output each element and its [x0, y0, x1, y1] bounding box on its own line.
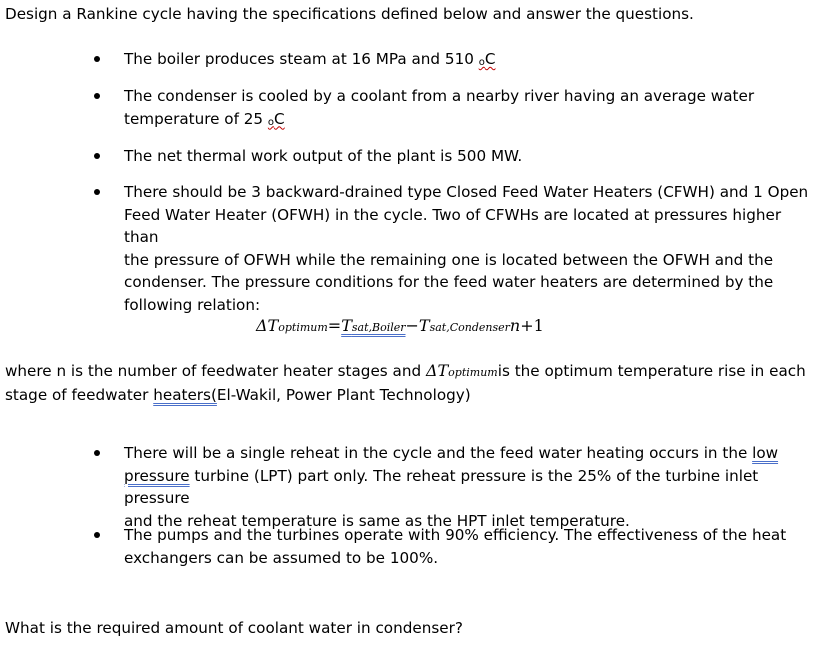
reheat-line-2: pressure turbine (LPT) part only. The reheat pressure is the 25% of the turbine inlet pressure [124, 466, 759, 508]
bullet-dot-4 [94, 189, 100, 195]
bullet-feedwater-heaters [124, 181, 820, 317]
bullet-condenser-line-2: temperature of 25 oC [124, 109, 285, 128]
low-pressure-link-1: low [752, 444, 779, 462]
bullet-condenser-line-1: The condenser is cooled by a coolant from a nearby river having an average water [124, 87, 755, 105]
fwh-line-3: the pressure of OFWH while the remaining one is located between the OFWH and the [124, 250, 774, 269]
fwh-line-4: condenser. The pressure conditions for the feed water heaters are determined by the [124, 273, 774, 292]
heaters-link: heaters( [153, 386, 217, 404]
question-text: What is the required amount of coolant water in condenser? [5, 619, 463, 637]
where-paragraph [5, 359, 820, 407]
fwh-line-5: following relation: [124, 295, 261, 314]
bullet-efficiency [124, 524, 820, 569]
formula-boiler-term: Tsat,Boiler [341, 316, 406, 335]
efficiency-line-1: The pumps and the turbines operate with 90% efficiency. The effectiveness of the heat [124, 526, 787, 544]
where-line-2: stage of feedwater heaters(El-Wakil, Power Plant Technology) [5, 386, 471, 404]
optimum-temperature-formula: ΔToptimum=Tsat,Boiler−Tsat,Condensern+1 [256, 316, 544, 335]
condenser-temp-unit: oC [267, 109, 285, 128]
bullet-dot-3 [94, 153, 100, 159]
bullet-dot-2 [94, 93, 100, 99]
bullet-boiler-text: The boiler produces steam at 16 MPa and 510 [124, 50, 479, 68]
intro-text: Design a Rankine cycle having the specifications defined below and answer the questions. [5, 5, 694, 23]
bullet-reheat [124, 442, 820, 532]
reheat-line-1: There will be a single reheat in the cycle and the feed water heating occurs in the low [124, 444, 779, 462]
bullet-dot-1 [94, 56, 100, 62]
where-line-1: where n is the number of feedwater heater stages and ΔToptimumis the optimum temperature rise in each [5, 361, 806, 380]
bullet-dot-6 [94, 532, 100, 538]
bullet-work-output: The net thermal work output of the plant is 500 MW. [124, 147, 523, 165]
reheat-line-3: and the reheat temperature is same as the HPT inlet temperature. [124, 511, 630, 530]
efficiency-line-2: exchangers can be assumed to be 100%. [124, 548, 439, 567]
bullet-condenser [124, 85, 820, 134]
bullet-boiler [124, 48, 820, 75]
bullet-dot-5 [94, 450, 100, 456]
fwh-line-1: There should be 3 backward-drained type Closed Feed Water Heaters (CFWH) and 1 Open [124, 183, 809, 201]
boiler-temp-unit: oC [478, 50, 496, 68]
low-pressure-link-2: pressure [124, 466, 190, 485]
fwh-line-2: Feed Water Heater (OFWH) in the cycle. Two of CFWHs are located at pressures higher than [124, 205, 782, 247]
